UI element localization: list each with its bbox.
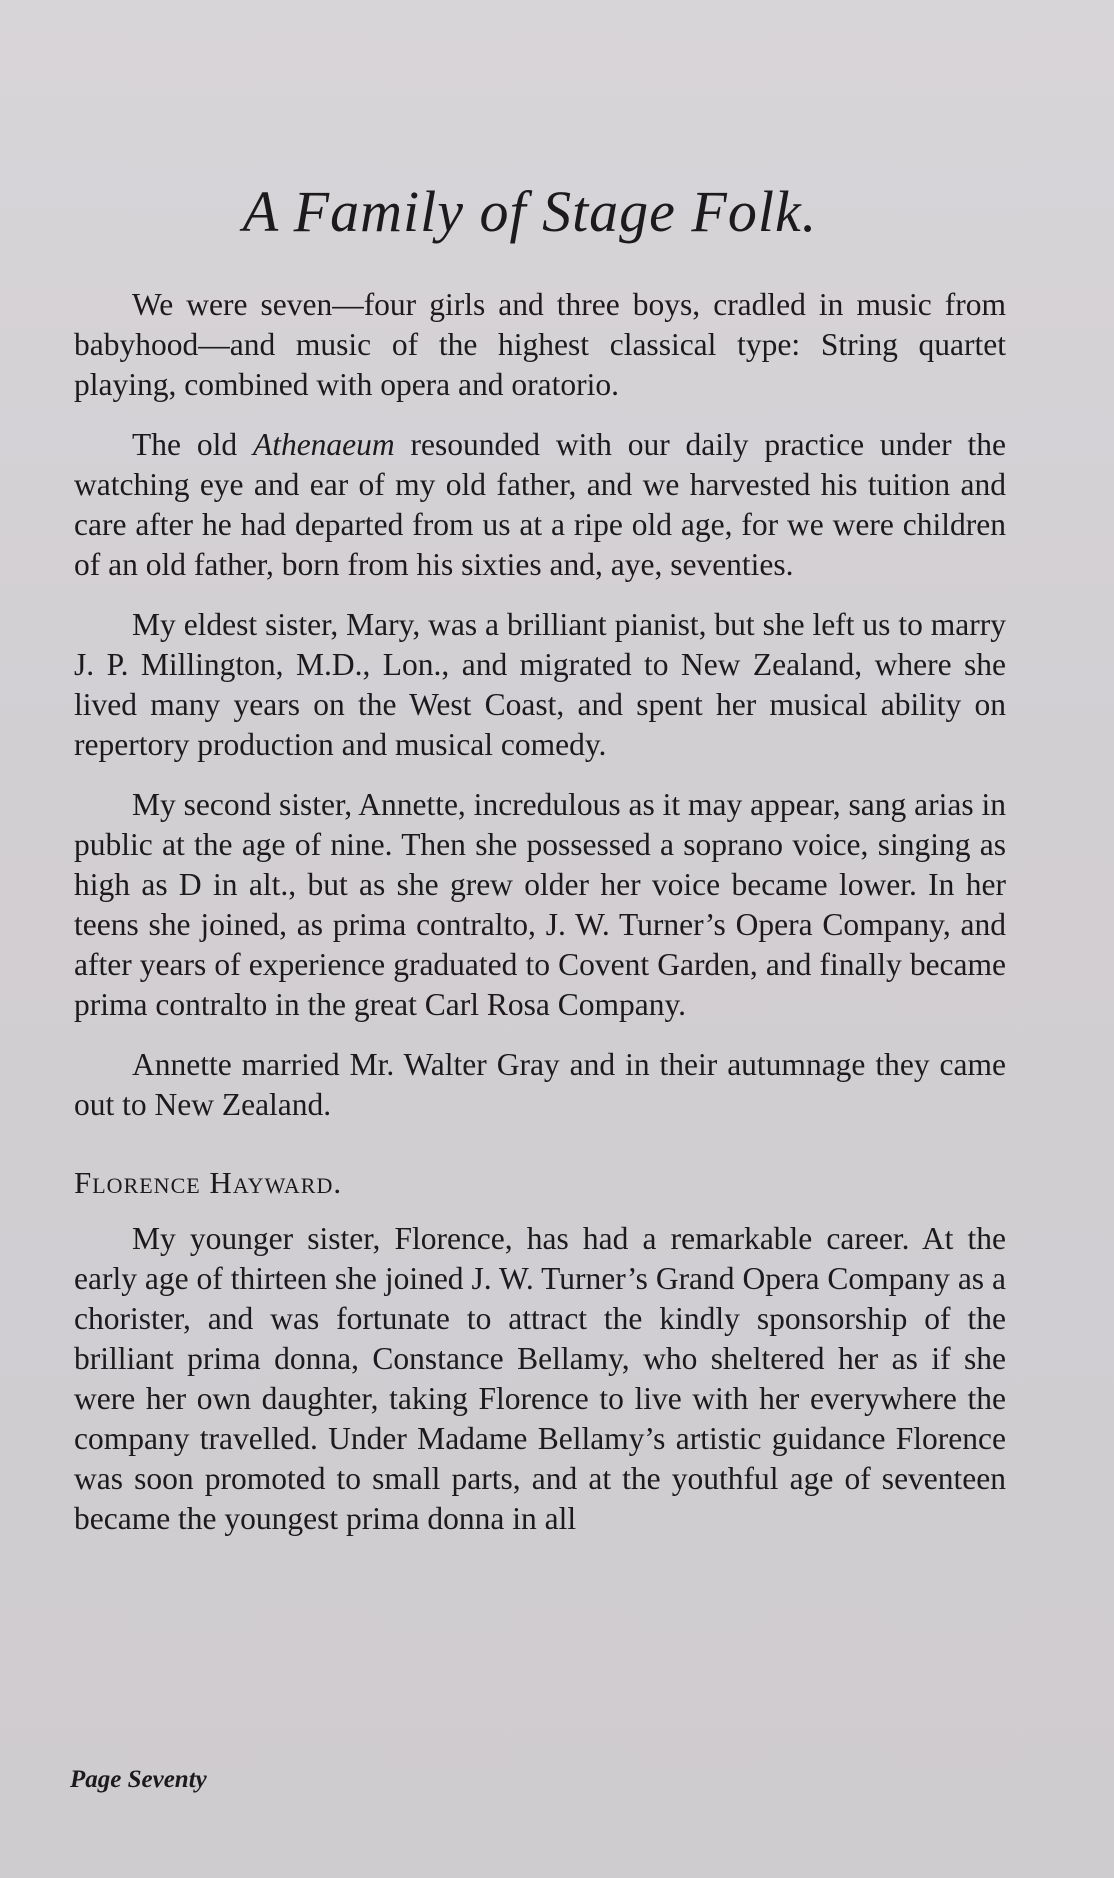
- athenaeum-italic: Athenaeum: [252, 427, 395, 462]
- paragraph-3: My eldest sister, Mary, was a brilliant pianist, but she left us to marry J. P. Millington, M.D., Lon., and migrated to New Zealand, where she lived many years on the West Coast, and spent her musical ability on repertory production and musical comedy.: [74, 607, 1006, 762]
- page-title: A Family of Stage Folk.: [242, 179, 818, 244]
- paragraph-1: We were seven—four girls and three boys, cradled in music from babyhood—and music of the highest classical type: String quartet playing, combined with opera and oratorio.: [74, 287, 1006, 402]
- paragraph-2: [74, 425, 1006, 585]
- paragraph-4: My second sister, Annette, incredulous as it may appear, sang arias in public at the age of nine. Then she possessed a soprano voice, singing as high as D in alt., but as she grew older her voice became lower. In her teens she joined, as prima contralto, J. W. Turner’s Opera Company, and after years of experience graduated to Covent Garden, and finally became prima contralto in the great Carl Rosa Company.: [74, 787, 1007, 1022]
- section-heading: Florence Hayward.: [74, 1165, 343, 1200]
- paragraph-6: My younger sister, Florence, has had a remarkable career. At the early age of thirteen she joined J. W. Turner’s Grand Opera Company as a chorister, and was fortunate to attract the kindly sponsorship of the brilliant prima donna, Constance Bellamy, who sheltered her as if she were her own daughter, taking Florence to live with her everywhere the company travelled. Under Madame Bellamy’s artistic guidance Florence was soon promoted to small parts, and at the youthful age of seventeen became the youngest prima donna in all: [74, 1221, 1006, 1536]
- paragraph-2-end: resounded with our daily practice under the watching eye and ear of my old father, and we harvested his tuition and care after he had departed from us at a ripe old age, for we were children of an old father, born from his sixties and, aye, seventies.: [74, 427, 1006, 582]
- paragraph-5: Annette married Mr. Walter Gray and in their autumnage they came out to New Zealand.: [74, 1047, 1006, 1122]
- page-number-footer: Page Seventy: [70, 1766, 207, 1793]
- body-text: [74, 285, 1006, 1539]
- paragraph-2-start: The old: [132, 427, 253, 462]
